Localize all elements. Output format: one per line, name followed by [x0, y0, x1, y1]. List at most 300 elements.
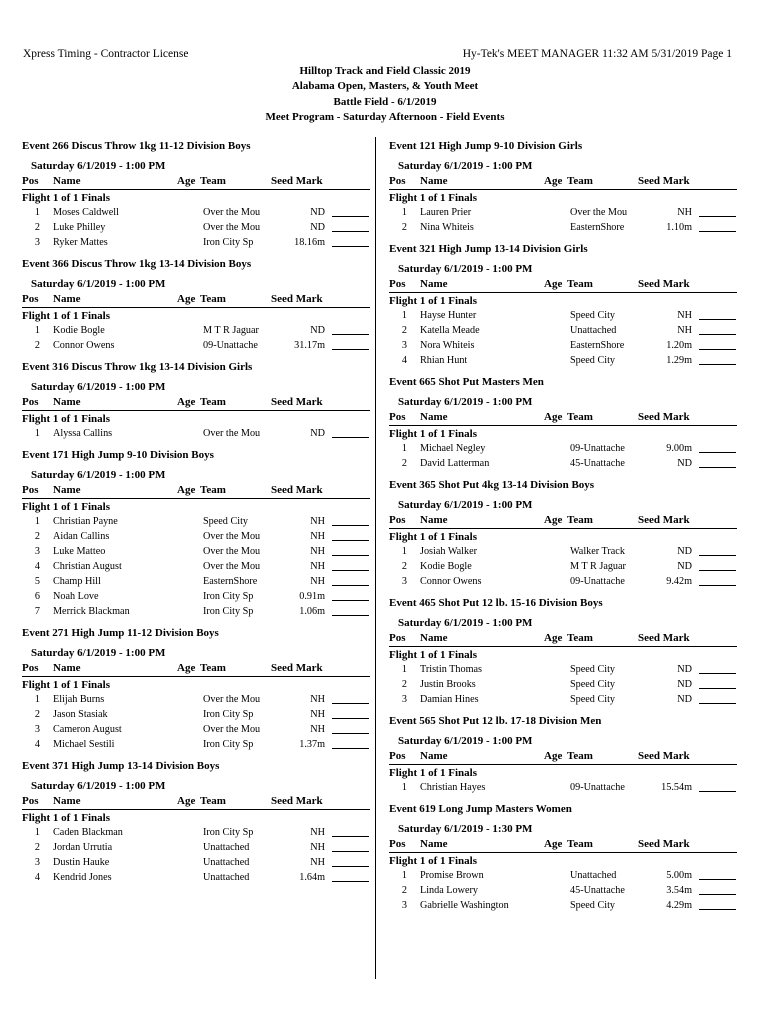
- column-headers: [389, 631, 737, 647]
- flight-label: Flight 1 of 1 Finals: [22, 310, 111, 322]
- entry-team: 09-Unattache: [203, 340, 258, 351]
- entry-row: [389, 559, 737, 574]
- entry-pos: 1: [34, 325, 40, 336]
- entry-name: Noah Love: [53, 591, 99, 602]
- entry-team: Walker Track: [570, 546, 625, 557]
- age-header: Age: [544, 514, 563, 526]
- pos-header: Pos: [22, 484, 39, 496]
- entry-team: Speed City: [570, 355, 615, 366]
- entry-row: [22, 574, 370, 589]
- entry-name: Josiah Walker: [420, 546, 477, 557]
- entry-team: Unattached: [203, 872, 250, 883]
- age-header: Age: [177, 662, 196, 674]
- entry-name: Kodie Bogle: [420, 561, 472, 572]
- column-headers: [22, 794, 370, 810]
- entry-name: Justin Brooks: [420, 679, 476, 690]
- entry-row: [389, 677, 737, 692]
- team-header: Team: [200, 175, 226, 187]
- entry-row: [389, 544, 737, 559]
- entry-pos: 1: [401, 546, 407, 557]
- flight-label: Flight 1 of 1 Finals: [389, 295, 478, 307]
- result-blank-line: [699, 319, 736, 320]
- entry-team: EasternShore: [203, 576, 258, 587]
- result-blank-line: [699, 791, 736, 792]
- entry-team: Unattached: [570, 325, 617, 336]
- entry-team: Iron City Sp: [203, 237, 254, 248]
- event-title: Event 619 Long Jump Masters Women: [389, 803, 572, 815]
- team-header: Team: [567, 750, 593, 762]
- seed-mark-header: Seed Mark: [271, 484, 323, 496]
- event-date: Saturday 6/1/2019 - 1:00 PM: [398, 499, 533, 511]
- result-blank-line: [332, 349, 369, 350]
- left-column: [22, 138, 370, 891]
- entry-name: Hayse Hunter: [420, 310, 477, 321]
- column-headers: [22, 661, 370, 677]
- entry-pos: 3: [34, 724, 40, 735]
- entry-team: Over the Mou: [203, 531, 261, 542]
- entry-pos: 7: [34, 606, 40, 617]
- seed-mark-header: Seed Mark: [638, 278, 690, 290]
- event-title: Event 321 High Jump 13-14 Division Girls: [389, 243, 588, 255]
- event-title: Event 266 Discus Throw 1kg 11-12 Division Boys: [22, 140, 251, 152]
- entry-name: Connor Owens: [53, 340, 115, 351]
- event-block: [389, 595, 737, 707]
- entry-seed-mark: 1.37m: [299, 739, 325, 750]
- entry-name: Luke Philley: [53, 222, 106, 233]
- entry-pos: 1: [401, 310, 407, 321]
- entry-name: Nora Whiteis: [420, 340, 475, 351]
- entry-row: [22, 323, 370, 338]
- entry-seed-mark: 9.00m: [666, 443, 692, 454]
- entry-team: 45-Unattache: [570, 885, 625, 896]
- entry-pos: 1: [401, 664, 407, 675]
- entry-row: [22, 722, 370, 737]
- result-blank-line: [332, 570, 369, 571]
- result-blank-line: [699, 452, 736, 453]
- flight-label: Flight 1 of 1 Finals: [22, 501, 111, 513]
- entry-seed-mark: ND: [310, 222, 325, 233]
- entry-pos: 2: [401, 222, 407, 233]
- meet-titles: [0, 64, 770, 126]
- result-blank-line: [332, 437, 369, 438]
- entry-name: Cameron August: [53, 724, 122, 735]
- entry-row: [389, 456, 737, 471]
- entry-row: [22, 855, 370, 870]
- entry-seed-mark: ND: [310, 207, 325, 218]
- entry-team: Unattached: [203, 857, 250, 868]
- entry-pos: 1: [401, 870, 407, 881]
- entry-pos: 2: [401, 679, 407, 690]
- event-block: [389, 713, 737, 795]
- entry-pos: 4: [34, 561, 40, 572]
- entry-team: Speed City: [570, 900, 615, 911]
- entry-row: [389, 574, 737, 589]
- entry-name: Caden Blackman: [53, 827, 123, 838]
- age-header: Age: [177, 175, 196, 187]
- result-blank-line: [332, 718, 369, 719]
- result-blank-line: [332, 866, 369, 867]
- pos-header: Pos: [22, 662, 39, 674]
- flight-label: Flight 1 of 1 Finals: [389, 767, 478, 779]
- flight-label: Flight 1 of 1 Finals: [389, 649, 478, 661]
- entry-name: Connor Owens: [420, 576, 482, 587]
- meet-manager-header: Hy-Tek's MEET MANAGER 11:32 AM 5/31/2019 Page 1: [462, 48, 732, 60]
- event-date: Saturday 6/1/2019 - 1:00 PM: [398, 160, 533, 172]
- age-header: Age: [544, 411, 563, 423]
- entry-pos: 3: [401, 576, 407, 587]
- entry-row: [389, 220, 737, 235]
- pos-header: Pos: [389, 750, 406, 762]
- entry-team: 45-Unattache: [570, 458, 625, 469]
- entry-pos: 3: [401, 694, 407, 705]
- team-header: Team: [567, 411, 593, 423]
- result-blank-line: [699, 703, 736, 704]
- entry-pos: 2: [34, 842, 40, 853]
- name-header: Name: [53, 293, 81, 305]
- result-blank-line: [332, 540, 369, 541]
- entry-pos: 4: [401, 355, 407, 366]
- entry-row: [22, 205, 370, 220]
- seed-mark-header: Seed Mark: [271, 795, 323, 807]
- entry-row: [389, 780, 737, 795]
- entry-row: [22, 604, 370, 619]
- team-header: Team: [567, 278, 593, 290]
- entry-row: [389, 883, 737, 898]
- column-headers: [22, 483, 370, 499]
- entry-seed-mark: 1.20m: [666, 340, 692, 351]
- entry-team: Unattached: [570, 870, 617, 881]
- entry-name: Jason Stasiak: [53, 709, 108, 720]
- event-block: [389, 374, 737, 471]
- flight-label: Flight 1 of 1 Finals: [22, 192, 111, 204]
- entry-pos: 5: [34, 576, 40, 587]
- entry-seed-mark: NH: [310, 724, 325, 735]
- event-block: [389, 241, 737, 368]
- result-blank-line: [332, 334, 369, 335]
- age-header: Age: [177, 396, 196, 408]
- result-blank-line: [332, 881, 369, 882]
- entry-name: Nina Whiteis: [420, 222, 474, 233]
- seed-mark-header: Seed Mark: [638, 750, 690, 762]
- right-column: [389, 138, 737, 919]
- result-blank-line: [332, 231, 369, 232]
- entry-seed-mark: ND: [677, 561, 692, 572]
- event-date: Saturday 6/1/2019 - 1:00 PM: [31, 469, 166, 481]
- entry-name: Promise Brown: [420, 870, 484, 881]
- event-date: Saturday 6/1/2019 - 1:00 PM: [31, 780, 166, 792]
- entry-team: Iron City Sp: [203, 591, 254, 602]
- seed-mark-header: Seed Mark: [638, 838, 690, 850]
- age-header: Age: [177, 484, 196, 496]
- entry-name: Christian August: [53, 561, 122, 572]
- result-blank-line: [332, 748, 369, 749]
- age-header: Age: [544, 838, 563, 850]
- entry-name: Ryker Mattes: [53, 237, 108, 248]
- event-block: [22, 447, 370, 619]
- pos-header: Pos: [22, 293, 39, 305]
- team-header: Team: [567, 632, 593, 644]
- license-header: Xpress Timing - Contractor License: [23, 48, 189, 60]
- column-headers: [389, 277, 737, 293]
- entry-team: EasternShore: [570, 222, 625, 233]
- entry-seed-mark: ND: [677, 546, 692, 557]
- event-title: Event 365 Shot Put 4kg 13-14 Division Boys: [389, 479, 595, 491]
- entry-team: M T R Jaguar: [203, 325, 259, 336]
- event-block: [389, 477, 737, 589]
- event-title: Event 121 High Jump 9-10 Division Girls: [389, 140, 583, 152]
- result-blank-line: [332, 246, 369, 247]
- entry-row: [389, 308, 737, 323]
- entry-pos: 6: [34, 591, 40, 602]
- result-blank-line: [699, 894, 736, 895]
- entry-name: Katella Meade: [420, 325, 480, 336]
- team-header: Team: [200, 396, 226, 408]
- result-blank-line: [332, 703, 369, 704]
- team-header: Team: [200, 662, 226, 674]
- entry-team: Speed City: [203, 516, 248, 527]
- entry-row: [22, 338, 370, 353]
- entry-seed-mark: NH: [310, 576, 325, 587]
- result-blank-line: [332, 615, 369, 616]
- event-date: Saturday 6/1/2019 - 1:00 PM: [398, 396, 533, 408]
- entry-seed-mark: NH: [677, 325, 692, 336]
- entry-team: Iron City Sp: [203, 606, 254, 617]
- entry-pos: 2: [34, 340, 40, 351]
- column-headers: [389, 749, 737, 765]
- entry-row: [22, 529, 370, 544]
- entry-row: [22, 426, 370, 441]
- entry-name: Luke Matteo: [53, 546, 106, 557]
- column-headers: [22, 395, 370, 411]
- entry-seed-mark: 4.29m: [666, 900, 692, 911]
- column-headers: [389, 410, 737, 426]
- entry-name: Alyssa Callins: [53, 428, 113, 439]
- entry-seed-mark: 5.00m: [666, 870, 692, 881]
- age-header: Age: [544, 750, 563, 762]
- column-headers: [389, 837, 737, 853]
- entry-seed-mark: 0.91m: [299, 591, 325, 602]
- pos-header: Pos: [389, 632, 406, 644]
- result-blank-line: [332, 555, 369, 556]
- entry-seed-mark: NH: [310, 857, 325, 868]
- entry-pos: 1: [401, 782, 407, 793]
- name-header: Name: [53, 396, 81, 408]
- result-blank-line: [699, 585, 736, 586]
- entry-name: Kodie Bogle: [53, 325, 105, 336]
- seed-mark-header: Seed Mark: [271, 175, 323, 187]
- name-header: Name: [420, 514, 448, 526]
- seed-mark-header: Seed Mark: [638, 632, 690, 644]
- entry-team: Speed City: [570, 694, 615, 705]
- entry-team: Unattached: [203, 842, 250, 853]
- entry-pos: 3: [34, 857, 40, 868]
- entry-name: Michael Sestili: [53, 739, 115, 750]
- meet-venue-date: Battle Field - 6/1/2019: [333, 95, 437, 108]
- result-blank-line: [332, 600, 369, 601]
- entry-team: Speed City: [570, 664, 615, 675]
- entry-row: [22, 235, 370, 250]
- entry-pos: 4: [34, 872, 40, 883]
- entry-row: [22, 514, 370, 529]
- event-title: Event 371 High Jump 13-14 Division Boys: [22, 760, 220, 772]
- entry-pos: 2: [401, 885, 407, 896]
- entry-name: Moses Caldwell: [53, 207, 119, 218]
- entry-team: 09-Unattache: [570, 782, 625, 793]
- entry-seed-mark: NH: [677, 207, 692, 218]
- entry-team: Iron City Sp: [203, 739, 254, 750]
- result-blank-line: [332, 585, 369, 586]
- event-date: Saturday 6/1/2019 - 1:00 PM: [31, 160, 166, 172]
- entry-name: Christian Payne: [53, 516, 118, 527]
- entry-team: Iron City Sp: [203, 709, 254, 720]
- column-headers: [389, 513, 737, 529]
- age-header: Age: [544, 175, 563, 187]
- column-divider: [375, 137, 376, 979]
- pos-header: Pos: [22, 175, 39, 187]
- entry-seed-mark: NH: [310, 842, 325, 853]
- flight-label: Flight 1 of 1 Finals: [389, 855, 478, 867]
- event-title: Event 565 Shot Put 12 lb. 17-18 Division Men: [389, 715, 602, 727]
- entry-row: [22, 737, 370, 752]
- entry-seed-mark: ND: [310, 428, 325, 439]
- event-date: Saturday 6/1/2019 - 1:00 PM: [398, 735, 533, 747]
- entry-team: Iron City Sp: [203, 827, 254, 838]
- entry-name: Merrick Blackman: [53, 606, 130, 617]
- entry-team: Over the Mou: [203, 546, 261, 557]
- name-header: Name: [420, 750, 448, 762]
- team-header: Team: [200, 293, 226, 305]
- pos-header: Pos: [22, 396, 39, 408]
- entry-team: 09-Unattache: [570, 576, 625, 587]
- event-title: Event 171 High Jump 9-10 Division Boys: [22, 449, 214, 461]
- result-blank-line: [699, 688, 736, 689]
- entry-seed-mark: NH: [310, 531, 325, 542]
- meet-title: Hilltop Track and Field Classic 2019: [299, 65, 471, 77]
- entry-pos: 3: [401, 900, 407, 911]
- entry-team: Over the Mou: [203, 428, 261, 439]
- result-blank-line: [699, 570, 736, 571]
- entry-pos: 3: [34, 237, 40, 248]
- entry-seed-mark: ND: [677, 679, 692, 690]
- entry-seed-mark: NH: [310, 827, 325, 838]
- entry-team: Over the Mou: [203, 724, 261, 735]
- name-header: Name: [420, 838, 448, 850]
- entry-seed-mark: 1.10m: [666, 222, 692, 233]
- entry-pos: 1: [34, 428, 40, 439]
- age-header: Age: [544, 632, 563, 644]
- entry-seed-mark: 3.54m: [666, 885, 692, 896]
- entry-team: Speed City: [570, 679, 615, 690]
- entry-seed-mark: 18.16m: [294, 237, 325, 248]
- seed-mark-header: Seed Mark: [638, 175, 690, 187]
- name-header: Name: [420, 632, 448, 644]
- entry-row: [389, 338, 737, 353]
- entry-row: [22, 707, 370, 722]
- age-header: Age: [544, 278, 563, 290]
- age-header: Age: [177, 293, 196, 305]
- result-blank-line: [699, 909, 736, 910]
- flight-label: Flight 1 of 1 Finals: [389, 428, 478, 440]
- result-blank-line: [332, 836, 369, 837]
- entry-name: Michael Negley: [420, 443, 486, 454]
- entry-pos: 2: [34, 222, 40, 233]
- entry-name: David Latterman: [420, 458, 490, 469]
- entry-name: Elijah Burns: [53, 694, 105, 705]
- entry-row: [389, 868, 737, 883]
- entry-name: Christian Hayes: [420, 782, 486, 793]
- seed-mark-header: Seed Mark: [638, 411, 690, 423]
- flight-label: Flight 1 of 1 Finals: [22, 413, 111, 425]
- entry-seed-mark: ND: [677, 694, 692, 705]
- result-blank-line: [699, 349, 736, 350]
- entry-row: [22, 692, 370, 707]
- column-headers: [22, 174, 370, 190]
- entry-team: EasternShore: [570, 340, 625, 351]
- team-header: Team: [200, 484, 226, 496]
- entry-team: Over the Mou: [203, 222, 261, 233]
- flight-label: Flight 1 of 1 Finals: [389, 531, 478, 543]
- entry-team: Over the Mou: [203, 561, 261, 572]
- flight-label: Flight 1 of 1 Finals: [389, 192, 478, 204]
- name-header: Name: [53, 484, 81, 496]
- event-title: Event 465 Shot Put 12 lb. 15-16 Division Boys: [389, 597, 603, 609]
- name-header: Name: [420, 278, 448, 290]
- entry-row: [389, 205, 737, 220]
- entry-row: [389, 323, 737, 338]
- flight-label: Flight 1 of 1 Finals: [22, 812, 111, 824]
- entry-row: [389, 353, 737, 368]
- event-title: Event 271 High Jump 11-12 Division Boys: [22, 627, 219, 639]
- entry-seed-mark: NH: [310, 546, 325, 557]
- entry-seed-mark: NH: [310, 516, 325, 527]
- entry-row: [22, 825, 370, 840]
- name-header: Name: [53, 175, 81, 187]
- result-blank-line: [332, 733, 369, 734]
- entry-pos: 1: [34, 207, 40, 218]
- entry-team: M T R Jaguar: [570, 561, 626, 572]
- entry-name: Kendrid Jones: [53, 872, 112, 883]
- entry-name: Damian Hines: [420, 694, 479, 705]
- entry-seed-mark: ND: [677, 458, 692, 469]
- entry-name: Champ Hill: [53, 576, 101, 587]
- result-blank-line: [699, 364, 736, 365]
- entry-name: Lauren Prier: [420, 207, 472, 218]
- entry-name: Linda Lowery: [420, 885, 478, 896]
- pos-header: Pos: [22, 795, 39, 807]
- entry-team: 09-Unattache: [570, 443, 625, 454]
- event-date: Saturday 6/1/2019 - 1:00 PM: [31, 647, 166, 659]
- entry-name: Dustin Hauke: [53, 857, 110, 868]
- entry-pos: 2: [401, 561, 407, 572]
- entry-name: Gabrielle Washington: [420, 900, 509, 911]
- entry-team: Speed City: [570, 310, 615, 321]
- result-blank-line: [332, 525, 369, 526]
- result-blank-line: [332, 851, 369, 852]
- meet-subtitle: Alabama Open, Masters, & Youth Meet: [291, 80, 479, 93]
- name-header: Name: [53, 795, 81, 807]
- event-block: [22, 625, 370, 752]
- entry-seed-mark: 1.64m: [299, 872, 325, 883]
- result-blank-line: [699, 231, 736, 232]
- name-header: Name: [420, 411, 448, 423]
- entry-row: [22, 220, 370, 235]
- result-blank-line: [699, 673, 736, 674]
- entry-team: Over the Mou: [203, 207, 261, 218]
- event-date: Saturday 6/1/2019 - 1:00 PM: [31, 381, 166, 393]
- entry-seed-mark: 15.54m: [661, 782, 692, 793]
- entry-team: Over the Mou: [570, 207, 628, 218]
- entry-row: [389, 898, 737, 913]
